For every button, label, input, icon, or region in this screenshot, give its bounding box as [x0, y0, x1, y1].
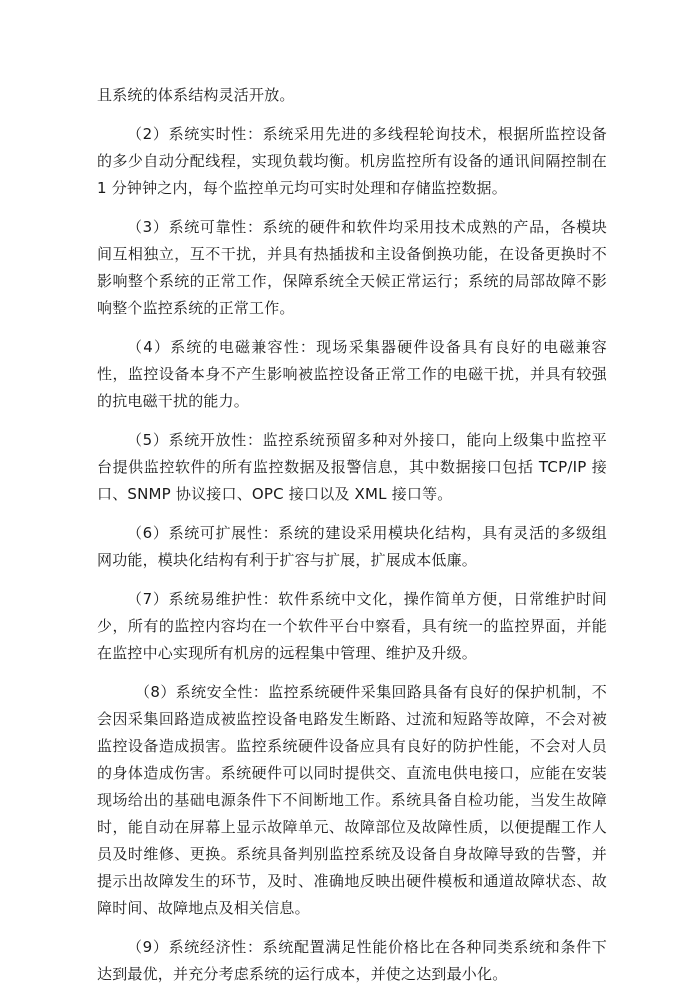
paragraph-reliability: （3）系统可靠性：系统的硬件和软件均采用技术成熟的产品，各模块间互相独立，互不干扰，并具有热插拔和主设备倒换功能，在设备更换时不影响整个系统的正常工作，保障系统全天候正常运行；系统的局部故障不影响整个监控系统的正常工作。	[97, 218, 607, 317]
paragraph-continuation: 且系统的体系结构灵活开放。	[97, 86, 295, 104]
paragraph-maintainability: （7）系统易维护性：软件系统中文化，操作简单方便，日常维护时间少，所有的监控内容均在一个软件平台中察看，具有统一的监控界面，并能在监控中心实现所有机房的远程集中管理、维护及升级。	[97, 590, 607, 662]
paragraph-security: （8）系统安全性：监控系统硬件采集回路具备有良好的保护机制，不会因采集回路造成被监控设备电路发生断路、过流和短路等故障，不会对被监控设备造成损害。监控系统硬件设备应具有良好的防护性能，不会对人员的身体造成伤害。系统硬件可以同时提供交、直流电供电接口，应能在安装现场给出的基础电源条件下不间断地工作。系统具备自检功能，当发生故障时，能自动在屏幕上显示故障单元、故障部位及故障性质，以便提醒工作人员及时维修、更换。系统具备判别监控系统及设备自身故障导致的告警，并提示出故障发生的环节，及时、准确地反映出硬件模板和通道故障状态、故障时间、故障地点及相关信息。	[97, 683, 607, 917]
paragraph-realtime: （2）系统实时性：系统采用先进的多线程轮询技术，根据所监控设备的多少自动分配线程，实现负载均衡。机房监控所有设备的通讯间隔控制在 1 分钟钟之内，每个监控单元均可实时处理和存储监控数据。	[97, 125, 607, 197]
paragraph-economy: （9）系统经济性：系统配置满足性能价格比在各种同类系统和条件下达到最优，并充分考虑系统的运行成本，并使之达到最小化。	[97, 938, 607, 983]
paragraph-scalability: （6）系统可扩展性：系统的建设采用模块化结构，具有灵活的多级组网功能，模块化结构有利于扩容与扩展，扩展成本低廉。	[97, 524, 607, 569]
paragraph-emc: （4）系统的电磁兼容性：现场采集器硬件设备具有良好的电磁兼容性，监控设备本身不产生影响被监控设备正常工作的电磁干扰，并具有较强的抗电磁干扰的能力。	[97, 338, 607, 410]
document-body	[97, 82, 607, 1000]
paragraph-openness: （5）系统开放性：监控系统预留多种对外接口，能向上级集中监控平台提供监控软件的所有监控数据及报警信息，其中数据接口包括 TCP/IP 接口、SNMP 协议接口、OPC 接口以及 XML 接口等。	[97, 431, 607, 503]
